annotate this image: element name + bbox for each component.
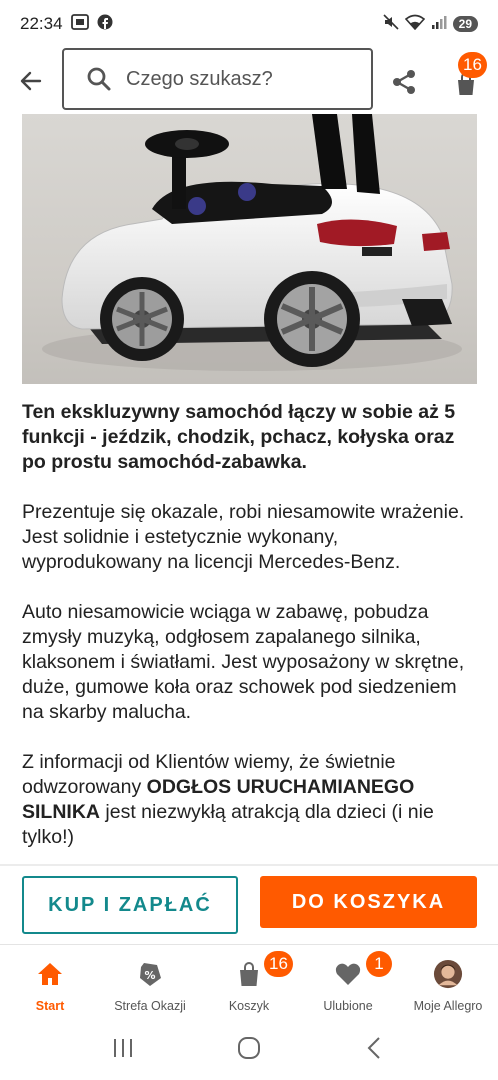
nav-my-allegro-label: Moje Allegro: [413, 999, 483, 1013]
search-icon: [86, 66, 112, 92]
deals-tag-icon: [135, 959, 165, 989]
mute-icon: [383, 14, 399, 35]
svg-text:%: %: [144, 969, 156, 982]
description-paragraph-2: Auto niesamowicie wciąga w zabawę, pobudza zmysły muzyką, odgłosem zapalanego silnika, klaksonem i światłami. Jest wyposażony w skrętne, duże, gumowe koła oraz schowek pod siedzeniem na skarby malucha.: [22, 601, 465, 723]
recent-apps-button[interactable]: [111, 1036, 135, 1065]
arrow-left-icon: [19, 69, 43, 93]
cart-count-badge: 16: [458, 52, 487, 78]
nav-start[interactable]: [20, 945, 80, 1021]
product-description: [22, 400, 478, 875]
battery-indicator: 29: [453, 16, 478, 32]
share-button[interactable]: [386, 64, 422, 100]
status-right: [383, 14, 478, 35]
search-placeholder: Czego szukasz?: [126, 67, 273, 90]
recent-apps-icon: [111, 1036, 135, 1060]
nav-deals[interactable]: [108, 945, 192, 1021]
nav-favorites-badge: 1: [366, 951, 392, 977]
home-icon: [35, 959, 65, 989]
top-bar: [0, 48, 498, 114]
nav-my-allegro[interactable]: [408, 945, 488, 1021]
action-divider: [0, 864, 498, 866]
home-button[interactable]: [237, 1036, 261, 1065]
wifi-icon: [405, 14, 425, 35]
home-circle-icon: [237, 1036, 261, 1060]
buy-now-button[interactable]: KUP I ZAPŁAĆ: [22, 876, 238, 934]
bottom-navigation: [0, 944, 498, 1020]
description-p3-bold: ODGŁOS URUCHAMIANEGO SILNIKA: [22, 776, 415, 823]
description-p3-end: jest niezwykłą atrakcją dla dzieci (i nie tylko!): [22, 801, 434, 848]
search-input[interactable]: [62, 48, 373, 110]
system-navigation: [0, 1020, 498, 1080]
screenshot-icon: [71, 14, 89, 35]
back-button[interactable]: [0, 48, 62, 114]
nav-start-label: Start: [35, 999, 65, 1013]
facebook-icon: [97, 14, 113, 35]
signal-icon: [431, 14, 447, 35]
avatar: [433, 959, 463, 989]
nav-cart-badge: 16: [264, 951, 293, 977]
product-image: [22, 114, 477, 384]
chevron-left-icon: [363, 1036, 387, 1060]
share-icon: [390, 68, 418, 96]
status-time: 22:34: [20, 14, 63, 33]
system-back-button[interactable]: [363, 1036, 387, 1065]
description-paragraph-3: [22, 750, 478, 850]
status-bar: [0, 0, 498, 48]
add-to-cart-button[interactable]: DO KOSZYKA: [260, 876, 477, 928]
description-paragraph-1: Prezentuje się okazale, robi niesamowite wrażenie. Jest solidnie i estetycznie wykonany, wyprodukowany na licencji Mercedes-Benz.: [22, 501, 465, 573]
nav-deals-label: Strefa Okazji: [114, 999, 186, 1013]
nav-favorites-label: Ulubione: [323, 999, 373, 1013]
shopping-bag-icon: [234, 959, 264, 989]
heart-icon: [333, 959, 363, 989]
nav-cart-label: Koszyk: [228, 999, 270, 1013]
description-p3-start: Z informacji od Klientów wiemy, że świetnie odwzorowany: [22, 751, 396, 798]
description-lead: Ten ekskluzywny samochód łączy w sobie aż 5 funkcji - jeździk, chodzik, pchacz, kołyska oraz po prostu samochód-zabawka.: [22, 401, 456, 473]
status-left: [20, 14, 113, 35]
